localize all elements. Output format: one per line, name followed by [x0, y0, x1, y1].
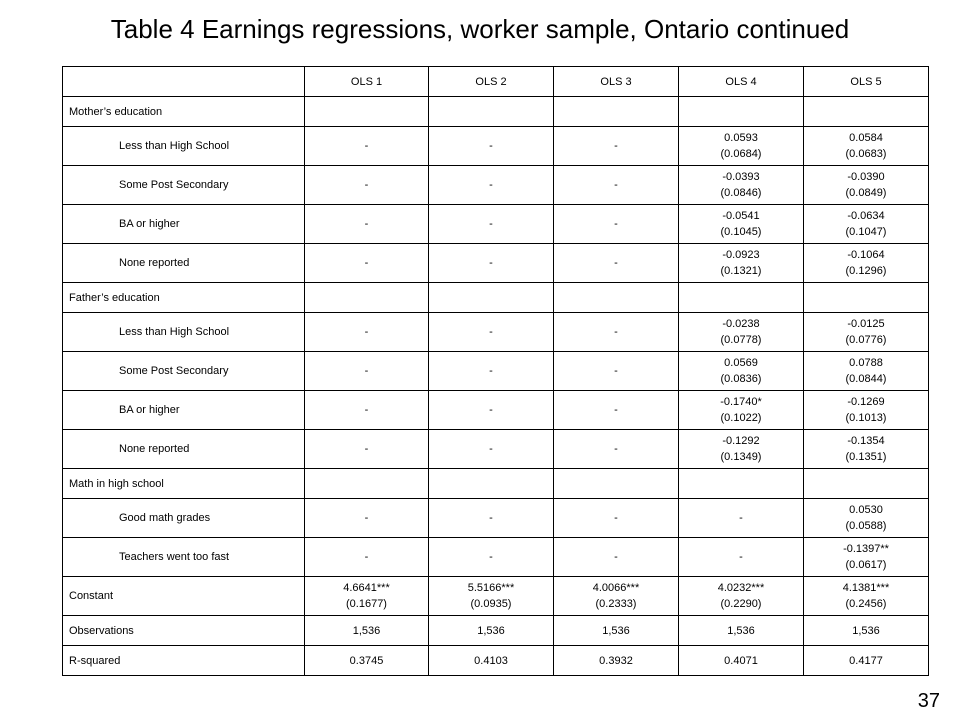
table-cell — [429, 352, 554, 391]
row-label: Constant — [63, 577, 305, 616]
standard-error: (0.0588) — [845, 520, 887, 532]
table-cell — [679, 352, 804, 391]
table-cell — [804, 577, 929, 616]
table-cell — [305, 538, 429, 577]
coefficient: - — [364, 218, 369, 230]
coefficient: 4.0066*** — [592, 582, 640, 594]
coefficient: 0.4103 — [474, 654, 508, 667]
row-label: R-squared — [63, 646, 305, 676]
coefficient: - — [364, 404, 369, 416]
table-cell — [305, 616, 429, 646]
table-cell — [429, 577, 554, 616]
coefficient: - — [489, 179, 493, 191]
table-cell — [804, 646, 929, 676]
table-cell — [429, 469, 554, 499]
table-cell — [305, 391, 429, 430]
table-cell — [679, 391, 804, 430]
coefficient: -0.0125 — [847, 318, 885, 330]
coefficient: - — [489, 365, 493, 377]
coefficient: -0.0238 — [722, 318, 760, 330]
table-cell — [554, 352, 679, 391]
table-cell — [554, 244, 679, 283]
table-cell — [679, 283, 804, 313]
standard-error: (0.0846) — [720, 187, 762, 199]
coefficient: -0.0541 — [722, 210, 760, 222]
table-cell — [554, 313, 679, 352]
table-row — [63, 166, 929, 205]
table-cell — [305, 166, 429, 205]
coefficient: - — [739, 551, 743, 563]
coefficient: -0.1064 — [847, 249, 885, 261]
table-row — [63, 205, 929, 244]
coefficient: 0.0593 — [724, 132, 758, 144]
table-cell — [429, 499, 554, 538]
table-header-row — [63, 67, 929, 97]
table-row — [63, 469, 929, 499]
table-cell — [554, 205, 679, 244]
table-cell — [679, 430, 804, 469]
table-cell — [804, 313, 929, 352]
table-cell — [305, 499, 429, 538]
coefficient: 0.3932 — [599, 654, 633, 667]
table-cell — [679, 469, 804, 499]
table-cell — [554, 166, 679, 205]
table-cell — [804, 127, 929, 166]
coefficient: - — [364, 365, 369, 377]
coefficient: 4.0232*** — [717, 582, 765, 594]
coefficient: - — [489, 140, 493, 152]
coefficient: - — [489, 326, 493, 338]
coefficient: -0.1292 — [722, 435, 760, 447]
coefficient: -0.1354 — [847, 435, 885, 447]
table-cell — [305, 244, 429, 283]
standard-error: (0.1296) — [845, 265, 887, 277]
coefficient: -0.1740* — [720, 396, 762, 408]
table-cell — [429, 430, 554, 469]
standard-error: (0.0684) — [720, 148, 762, 160]
coefficient: 0.0788 — [849, 357, 883, 369]
coefficient: 0.0584 — [849, 132, 883, 144]
coefficient: - — [614, 512, 618, 524]
table-cell — [554, 97, 679, 127]
table-row — [63, 430, 929, 469]
standard-error: (0.0776) — [845, 334, 887, 346]
table-cell — [305, 283, 429, 313]
coefficient: - — [614, 404, 618, 416]
table-cell — [305, 205, 429, 244]
table-cell — [305, 127, 429, 166]
table-cell — [679, 538, 804, 577]
coefficient: 1,536 — [352, 624, 381, 637]
coefficient: - — [489, 218, 493, 230]
coefficient: - — [614, 179, 618, 191]
row-label: Observations — [63, 616, 305, 646]
table-cell — [554, 283, 679, 313]
table-row — [63, 391, 929, 430]
table-cell — [554, 430, 679, 469]
table-row — [63, 616, 929, 646]
standard-error: (0.0683) — [845, 148, 887, 160]
table-cell — [554, 646, 679, 676]
table-cell — [804, 430, 929, 469]
table-cell — [305, 97, 429, 127]
table-row — [63, 538, 929, 577]
table-cell — [429, 244, 554, 283]
coefficient: - — [614, 257, 618, 269]
coefficient: 4.6641*** — [343, 582, 390, 594]
table-cell — [679, 244, 804, 283]
table-cell — [804, 538, 929, 577]
coefficient: 0.0530 — [849, 504, 883, 516]
coefficient: -0.0393 — [722, 171, 760, 183]
page-number: 37 — [917, 690, 940, 712]
standard-error: (0.0844) — [845, 373, 887, 385]
coefficient: 0.4071 — [724, 654, 758, 667]
coefficient: - — [364, 179, 369, 191]
coefficient: - — [364, 443, 369, 455]
table-cell — [554, 391, 679, 430]
coefficient: 0.4177 — [849, 654, 883, 667]
table-cell — [804, 283, 929, 313]
standard-error: (0.1351) — [845, 451, 887, 463]
standard-error: (0.2290) — [720, 598, 762, 610]
table-cell — [554, 499, 679, 538]
header-cell: OLS 2 — [429, 67, 554, 97]
row-label: BA or higher — [63, 391, 305, 430]
coefficient: - — [364, 326, 369, 338]
coefficient: - — [614, 140, 618, 152]
table-cell — [305, 430, 429, 469]
row-label: None reported — [63, 244, 305, 283]
table-cell — [679, 166, 804, 205]
coefficient: 4.1381*** — [842, 582, 890, 594]
table-cell — [679, 205, 804, 244]
coefficient: 1,536 — [727, 624, 755, 637]
standard-error: (0.2333) — [595, 598, 637, 610]
table-cell — [679, 97, 804, 127]
header-cell: OLS 5 — [804, 67, 929, 97]
table-cell — [679, 313, 804, 352]
coefficient: -0.0390 — [847, 171, 885, 183]
row-label: Less than High School — [63, 127, 305, 166]
coefficient: 1,536 — [477, 624, 505, 637]
table-cell — [554, 127, 679, 166]
row-label: Good math grades — [63, 499, 305, 538]
regression-table-container — [62, 66, 929, 676]
table-row — [63, 313, 929, 352]
table-cell — [804, 469, 929, 499]
table-cell — [679, 646, 804, 676]
table-cell — [305, 577, 429, 616]
table-row — [63, 283, 929, 313]
standard-error: (0.2456) — [845, 598, 887, 610]
table-row — [63, 127, 929, 166]
standard-error: (0.1321) — [720, 265, 762, 277]
table-cell — [679, 577, 804, 616]
coefficient: 1,536 — [602, 624, 630, 637]
regression-table — [62, 66, 929, 676]
table-row — [63, 577, 929, 616]
standard-error: (0.1677) — [346, 598, 387, 610]
section-label: Father’s education — [63, 283, 305, 313]
table-cell — [679, 127, 804, 166]
table-cell — [554, 577, 679, 616]
row-label: Teachers went too fast — [63, 538, 305, 577]
header-cell: OLS 1 — [305, 67, 429, 97]
coefficient: 5.5166*** — [467, 582, 515, 594]
table-cell — [679, 616, 804, 646]
table-cell — [305, 352, 429, 391]
table-cell — [679, 499, 804, 538]
coefficient: -0.1397** — [843, 543, 889, 555]
standard-error: (0.0836) — [720, 373, 762, 385]
table-row — [63, 244, 929, 283]
coefficient: - — [364, 140, 369, 152]
coefficient: - — [364, 257, 369, 269]
row-label: Some Post Secondary — [63, 352, 305, 391]
table-cell — [804, 166, 929, 205]
coefficient: - — [614, 443, 618, 455]
table-cell — [429, 391, 554, 430]
table-cell — [429, 283, 554, 313]
header-cell-blank — [63, 67, 305, 97]
table-row — [63, 97, 929, 127]
row-label: BA or higher — [63, 205, 305, 244]
standard-error: (0.0778) — [720, 334, 762, 346]
table-cell — [429, 205, 554, 244]
table-cell — [429, 616, 554, 646]
table-cell — [554, 538, 679, 577]
coefficient: -0.0923 — [722, 249, 760, 261]
coefficient: - — [614, 218, 618, 230]
table-cell — [429, 646, 554, 676]
table-cell — [804, 244, 929, 283]
coefficient: 1,536 — [852, 624, 880, 637]
coefficient: -0.0634 — [847, 210, 885, 222]
page-title: Table 4 Earnings regressions, worker sample, Ontario continued — [110, 14, 850, 44]
standard-error: (0.0849) — [845, 187, 887, 199]
header-cell: OLS 3 — [554, 67, 679, 97]
table-cell — [804, 616, 929, 646]
table-cell — [429, 166, 554, 205]
standard-error: (0.0935) — [470, 598, 512, 610]
table-cell — [804, 97, 929, 127]
table-cell — [804, 205, 929, 244]
standard-error: (0.1349) — [720, 451, 762, 463]
coefficient: - — [614, 326, 618, 338]
coefficient: - — [489, 512, 493, 524]
row-label: Some Post Secondary — [63, 166, 305, 205]
header-cell: OLS 4 — [679, 67, 804, 97]
standard-error: (0.1022) — [720, 412, 762, 424]
table-cell — [429, 313, 554, 352]
section-label: Mother’s education — [63, 97, 305, 127]
coefficient: - — [739, 512, 743, 524]
standard-error: (0.1047) — [845, 226, 887, 238]
table-cell — [429, 127, 554, 166]
table-cell — [429, 97, 554, 127]
table-cell — [554, 616, 679, 646]
coefficient: - — [614, 365, 618, 377]
table-cell — [305, 313, 429, 352]
coefficient: - — [489, 404, 493, 416]
table-cell — [804, 352, 929, 391]
table-cell — [429, 538, 554, 577]
coefficient: - — [489, 257, 493, 269]
table-cell — [305, 469, 429, 499]
table-cell — [804, 499, 929, 538]
coefficient: 0.3745 — [349, 654, 384, 667]
section-label: Math in high school — [63, 469, 305, 499]
standard-error: (0.1045) — [720, 226, 762, 238]
table-row — [63, 646, 929, 676]
table-cell — [305, 646, 429, 676]
coefficient: - — [364, 512, 369, 524]
table-row — [63, 352, 929, 391]
standard-error: (0.0617) — [845, 559, 887, 571]
coefficient: - — [489, 443, 493, 455]
row-label: None reported — [63, 430, 305, 469]
coefficient: 0.0569 — [724, 357, 758, 369]
standard-error: (0.1013) — [845, 412, 887, 424]
coefficient: - — [364, 551, 369, 563]
coefficient: - — [614, 551, 618, 563]
row-label: Less than High School — [63, 313, 305, 352]
table-cell — [554, 469, 679, 499]
coefficient: -0.1269 — [847, 396, 885, 408]
table-cell — [804, 391, 929, 430]
table-row — [63, 499, 929, 538]
coefficient: - — [489, 551, 493, 563]
